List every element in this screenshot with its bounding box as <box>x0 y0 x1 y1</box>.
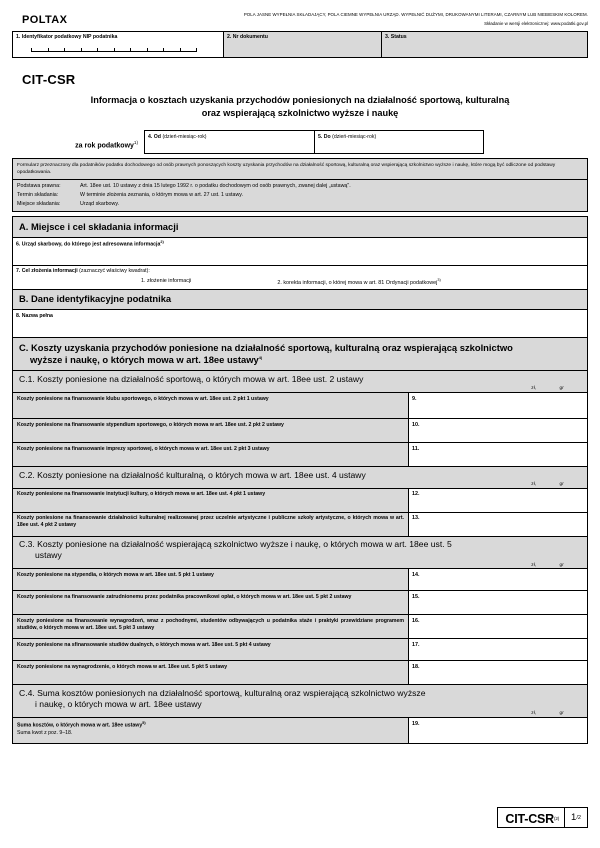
filling-notice <box>244 12 588 27</box>
form-code-title: CIT-CSR <box>22 71 76 87</box>
footer-page-total: /2 <box>576 814 581 821</box>
form-description: Formularz przeznaczony dla podatników podatku dochodowego od osób prawnych ponoszących koszty uzyskania przychodów na działalność sportową, kulturalną oraz wspierającą szkolnictwo wyższe i naukę, które mogą być odliczone od podstawy opodatkowania. <box>13 159 587 180</box>
c2-unit-zl: zł, <box>531 480 537 486</box>
row-label: Koszty poniesione na finansowanie klubu sportowego, o których mowa w art. 18ee ust. 2 pkt 1 ustawy <box>13 393 409 418</box>
section-b-header: B. Dane identyfikacyjne podatnika <box>12 290 588 311</box>
row-label-sup: 5) <box>142 720 146 725</box>
deadline-row <box>17 191 583 200</box>
row-label: Koszty poniesione na stypendia, o których mowa w art. 18ee ust. 5 pkt 1 ustawy <box>13 569 409 590</box>
section-c-header-line2: wyższe i naukę, o których mowa w art. 18ee ustawy <box>30 354 259 366</box>
row-label: Koszty poniesione na wynagrodzenie, o których mowa w art. 18ee ust. 5 pkt 5 ustawy <box>13 661 409 684</box>
footer-form-code-text: CIT-CSR <box>505 811 555 826</box>
field-tax-office-label-text: 6. Urząd skarbowy, do którego jest adresowana informacja <box>16 242 161 249</box>
row-label <box>13 718 409 743</box>
purpose-option-1[interactable] <box>141 278 191 286</box>
row-value-field[interactable]: 16. <box>409 615 587 638</box>
subsection-c3-title-line2: ustawy <box>35 550 62 561</box>
row-label: Koszty poniesione na finansowanie działalności kulturalnej realizowanej przez uczelnie artystyczne i publiczne szkoły artystyczne, o których mowa w art. 18ee ust. 4 pkt 2 ustawy <box>13 513 409 536</box>
field-purpose <box>12 266 588 290</box>
field-nip-label: 1. Identyfikator podatkowy NIP podatnika <box>16 34 118 41</box>
c4-unit-gr: gr <box>559 710 564 716</box>
footer-page-current: 1 <box>571 812 577 823</box>
field-status <box>382 32 587 57</box>
field-document-number <box>224 32 382 57</box>
form-main-title-line2: oraz wspierającą szkolnictwo wyższe i naukę <box>201 108 399 119</box>
purpose-options <box>13 275 587 289</box>
place-label: Miejsce składania: <box>17 200 61 207</box>
field-tax-office[interactable] <box>12 238 588 266</box>
row-label: Koszty poniesione na sfinansowanie studiów dualnych, o których mowa w art. 18ee ust. 5 pkt 4 ustawy <box>13 639 409 660</box>
table-row <box>12 443 588 467</box>
footer-badge <box>497 807 588 828</box>
place-row <box>17 200 583 209</box>
subsection-c4-title-line2: i naukę, o których mowa w art. 18ee ustawy <box>35 699 202 710</box>
c3-units <box>19 562 581 568</box>
filling-notice-line1: POLA JASNE WYPEŁNIA SKŁADAJĄCY, POLA CIEMNE WYPEŁNIA URZĄD. WYPEŁNIĆ DUŻYMI, DRUKOWANYMI LITERAMI, CZARNYM LUB NIEBIESKIM KOLOREM. <box>243 12 588 17</box>
row-label: Koszty poniesione na finansowanie imprezy sportowej, o których mowa w art. 18ee ust. 2 pkt 3 ustawy <box>13 443 409 466</box>
purpose-option-2-label: 2. korekta informacji, o której mowa w art. 81 Ordynacji podatkowej <box>277 279 438 286</box>
row-value-field[interactable]: 14. <box>409 569 587 590</box>
purpose-option-2-sup: 3) <box>437 277 441 282</box>
tax-year-row <box>12 130 588 154</box>
footer-form-code-version: (2) <box>554 816 560 821</box>
legal-info <box>13 180 587 211</box>
c3-unit-zl: zł, <box>531 561 537 567</box>
table-row <box>12 419 588 443</box>
form-main-title-line1: Informacja o kosztach uzyskania przychodów poniesionych na działalność sportową, kulturalną <box>90 94 510 105</box>
section-c-header <box>12 338 588 371</box>
tax-year-label-text: za rok podatkowy <box>75 142 134 150</box>
row-value-field[interactable]: 17. <box>409 639 587 660</box>
section-a-header: A. Miejsce i cel składania informacji <box>12 216 588 238</box>
field-tax-office-label-sup: 2) <box>160 240 164 245</box>
row-value-field[interactable]: 9. <box>409 393 587 418</box>
c4-units <box>19 710 581 716</box>
field-purpose-label <box>13 266 587 275</box>
c1-unit-gr: gr <box>559 385 564 391</box>
field-period-to-label <box>315 131 483 140</box>
table-row <box>12 569 588 591</box>
row-label: Koszty poniesione na finansowanie stypendium sportowego, o których mowa w art. 18ee ust. 2 pkt 2 ustawy <box>13 419 409 442</box>
tax-year-label <box>12 140 144 154</box>
legal-basis-row <box>17 182 583 191</box>
c1-unit-zl: zł, <box>531 385 537 391</box>
filling-notice-line2: Składanie w wersji elektronicznej: www.podatki.gov.pl <box>484 20 588 26</box>
field-period-from[interactable] <box>144 130 314 154</box>
field-purpose-hint: (zaznaczyć właściwy kwadrat): <box>79 268 150 275</box>
purpose-option-2[interactable] <box>277 278 440 286</box>
subsection-c2-header <box>12 467 588 489</box>
row-label-text: Suma kosztów, o których mowa w art. 18ee ustawy <box>17 722 143 729</box>
c2-units <box>19 481 581 487</box>
field-tax-office-label <box>13 238 587 249</box>
row-value-field[interactable]: 18. <box>409 661 587 684</box>
row-value-field[interactable]: 11. <box>409 443 587 466</box>
row-label: Koszty poniesione na finansowanie wynagrodzeń, wraz z pochodnymi, studentów odbywających u podatnika staże i praktyki przewidziane programem studiów, o których mowa w art. 18ee ust. 5 pkt 3 ustawy <box>13 615 409 638</box>
subsection-c1-title: C.1. Koszty poniesione na działalność sportową, o których mowa w art. 18ee ust. 2 ustawy <box>19 373 364 384</box>
field-purpose-label-text: 7. Cel złożenia informacji <box>16 268 78 275</box>
table-row <box>12 639 588 661</box>
deadline-value: W terminie złożenia zeznania, o którym mowa w art. 27 ust. 1 ustawy. <box>80 192 243 199</box>
table-row <box>12 489 588 513</box>
row-sublabel: Suma kwot z poz. 9–18. <box>17 730 73 737</box>
row-value-field[interactable]: 13. <box>409 513 587 536</box>
section-c-header-line1: C. Koszty uzyskania przychodów poniesione na działalność sportową, kulturalną oraz wspierającą szkolnictwo <box>19 341 513 353</box>
legal-basis-label: Podstawa prawna: <box>17 183 61 190</box>
identification-row <box>12 31 588 58</box>
row-label: Koszty poniesione na finansowanie instytucji kultury, o których mowa w art. 18ee ust. 4 pkt 1 ustawy <box>13 489 409 512</box>
table-row <box>12 513 588 537</box>
subsection-c3-header <box>12 537 588 570</box>
section-c-header-sup: 4) <box>258 356 263 361</box>
row-label: Koszty poniesione na finansowanie zatrudnionemu przez podatnika pracownikowi opłat, o których mowa w art. 18ee ust. 5 pkt 2 ustawy <box>13 591 409 614</box>
tax-year-label-sup: 1) <box>133 139 138 145</box>
row-value-field[interactable]: 10. <box>409 419 587 442</box>
field-nip[interactable] <box>13 32 224 57</box>
subsection-c4-header <box>12 685 588 718</box>
table-row <box>12 591 588 615</box>
field-period-from-label <box>145 131 314 140</box>
subsection-c4-title-line1: C.4. Suma kosztów poniesionych na działalność sportową, kulturalną oraz wspierającą szkolnictwo wyższe <box>19 687 426 698</box>
field-full-name[interactable] <box>12 310 588 338</box>
field-period-to-num: 5. Do <box>318 133 331 140</box>
field-period-from-hint: (dzień-miesiąc-rok) <box>162 133 207 140</box>
row-value-field[interactable]: 19. <box>409 718 587 743</box>
c3-unit-gr: gr <box>559 561 564 567</box>
table-row-total <box>12 718 588 744</box>
subsection-c2-title: C.2. Koszty poniesione na działalność kulturalną, o których mowa w art. 18ee ust. 4 ustawy <box>19 469 366 480</box>
footer-form-code <box>498 808 564 827</box>
field-period-to-hint: (dzień-miesiąc-rok) <box>332 133 377 140</box>
c4-unit-zl: zł, <box>531 710 537 716</box>
legal-basis-value: Art. 18ee ust. 10 ustawy z dnia 15 lutego 1992 r. o podatku dochodowym od osób prawnych, zwanej dalej „ustawą". <box>80 183 351 190</box>
field-document-number-label: 2. Nr dokumentu <box>227 34 268 41</box>
nip-comb-marks <box>31 45 197 52</box>
form-main-title <box>48 94 552 122</box>
table-row <box>12 393 588 419</box>
field-period-to[interactable] <box>314 130 484 154</box>
table-row <box>12 661 588 685</box>
c1-units <box>19 385 581 391</box>
footer-page-number <box>564 808 587 827</box>
poltax-logo: POLTAX <box>22 14 68 26</box>
page-header <box>12 0 588 27</box>
row-value-field[interactable]: 15. <box>409 591 587 614</box>
purpose-option-1-label: 1. złożenie informacji <box>141 277 192 284</box>
subsection-c3-title-line1: C.3. Koszty poniesione na działalność wspierającą szkolnictwo wyższe i naukę, o których mowa w art. 18ee ust. 5 <box>19 539 452 550</box>
deadline-label: Termin składania: <box>17 192 59 199</box>
field-period-from-num: 4. Od <box>148 133 161 140</box>
field-status-label: 3. Status <box>385 34 407 41</box>
info-block <box>12 158 588 212</box>
field-full-name-label: 8. Nazwa pełna <box>16 312 53 319</box>
place-value: Urząd skarbowy. <box>80 200 120 207</box>
subsection-c1-header <box>12 371 588 393</box>
table-row <box>12 615 588 639</box>
row-value-field[interactable]: 12. <box>409 489 587 512</box>
c2-unit-gr: gr <box>559 480 564 486</box>
